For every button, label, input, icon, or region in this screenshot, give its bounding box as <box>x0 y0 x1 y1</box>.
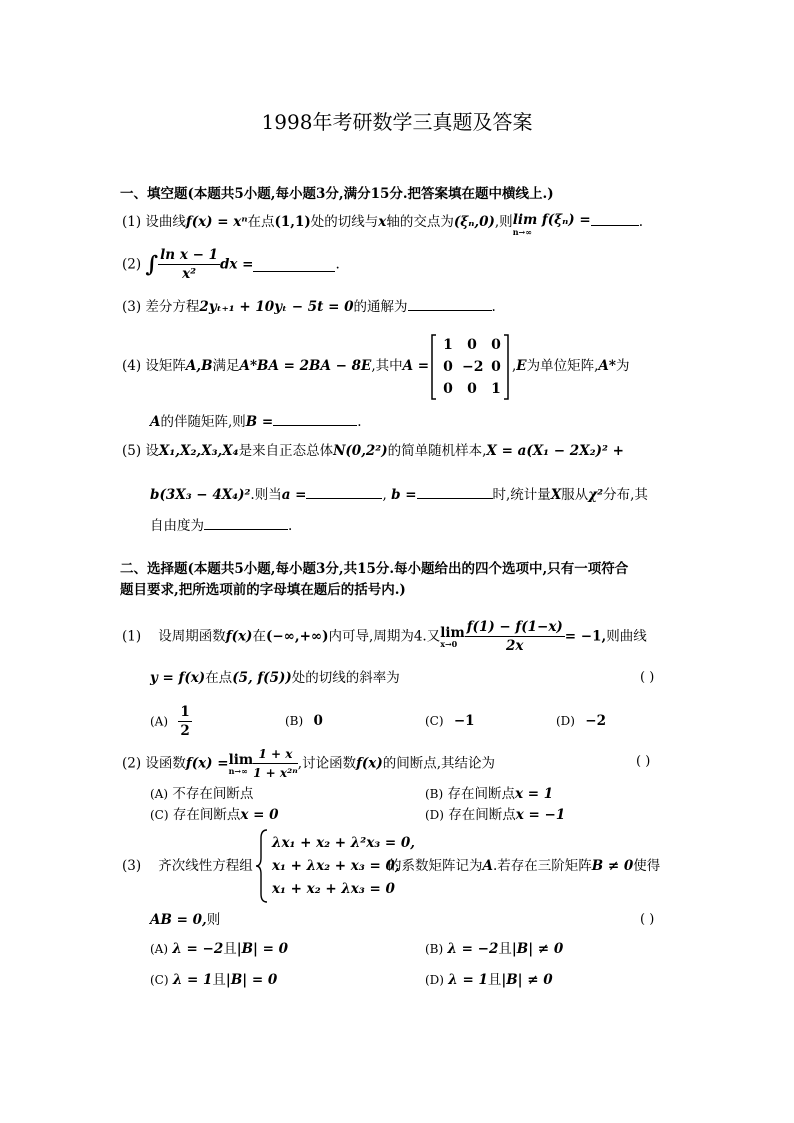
option-q1-a[interactable]: (A) $\frac{1}{2}$ <box>150 704 190 739</box>
fill-q2: (2) ∫ $\frac{\text{ln x − 1}}{\text{x²}}$ dx = . <box>122 247 340 282</box>
choice-q2: (2) 设函数f(x) = lim n→∞ $\frac{1 + x}{\text{1 + x²ⁿ}}$ ,讨论函数f(x)的间断点,其结论为 <box>122 747 496 780</box>
fill-q5-line2: b(3X₃ − 4X₄)².则当a = , b = 时,统计量X服从χ²分布,其 <box>150 484 648 504</box>
matrix-cell: 1 <box>443 337 453 353</box>
fill-q1: (1) 设曲线f(x) = xⁿ在点(1,1)处的切线与x轴的交点为(ξₙ,0),则lim f(ξₙ) = n→∞ . <box>122 212 643 237</box>
choice-q3-line2: AB = 0,则 <box>150 912 221 928</box>
option-q2-a[interactable]: (A) 不存在间断点 <box>150 786 254 802</box>
answer-paren-q2[interactable]: ( ) <box>636 754 651 769</box>
matrix-cell: 0 <box>491 359 501 375</box>
option-q2-b[interactable]: (B) 存在间断点x = 1 <box>425 786 554 802</box>
answer-paren-q1[interactable]: ( ) <box>640 670 655 685</box>
option-q1-c[interactable]: (C) −1 <box>425 713 475 729</box>
option-q3-d[interactable]: (D) λ = 1且|B| ≠ 0 <box>425 972 553 988</box>
matrix-cell: −2 <box>462 359 484 375</box>
section2-heading-1: 二、选择题(本题共5小题,每小题3分,共15分.每小题给出的四个选项中,只有一项符合 <box>120 561 629 577</box>
system-eq3: x₁ + x₂ + λx₃ = 0 <box>272 881 395 897</box>
option-q2-c[interactable]: (C) 存在间断点x = 0 <box>150 807 279 823</box>
choice-q1-line2: y = f(x)在点(5, f(5))处的切线的斜率为 <box>150 670 400 686</box>
system-brace <box>255 828 269 904</box>
option-q3-c[interactable]: (C) λ = 1且|B| = 0 <box>150 972 278 988</box>
fill-q5: (5) 设X₁,X₂,X₃,X₄是来自正态总体N(0,2²)的简单随机样本,X = a(X₁ − 2X₂)² + <box>122 443 624 459</box>
section1-heading: 一、填空题(本题共5小题,每小题3分,满分15分.把答案填在题中横线上.) <box>120 186 554 202</box>
option-q1-d[interactable]: (D) −2 <box>556 713 606 729</box>
section2-heading-2: 题目要求,把所选项前的字母填在题后的括号内.) <box>120 582 406 598</box>
matrix-cell: 0 <box>491 337 501 353</box>
fill-q4-tail: ,E为单位矩阵,A*为 <box>512 358 630 374</box>
option-q3-b[interactable]: (B) λ = −2且|B| ≠ 0 <box>425 941 564 957</box>
option-q3-a[interactable]: (A) λ = −2且|B| = 0 <box>150 941 289 957</box>
matrix-cell: 0 <box>443 381 453 397</box>
fill-q3: (3) 差分方程2yₜ₊₁ + 10yₜ − 5t = 0的通解为 . <box>122 296 496 316</box>
choice-q3-tail: 的系数矩阵记为A.若存在三阶矩阵B ≠ 0使得 <box>388 858 661 874</box>
choice-q1: (1) 设周期函数f(x)在(−∞,+∞)内可导,周期为4.又 lim x→0 $\frac{f(1) - f(1-x)}{2x}$ = −1,则曲线 <box>122 619 647 654</box>
answer-paren-q3[interactable]: ( ) <box>640 912 655 927</box>
matrix-cell: 1 <box>491 381 501 397</box>
choice-q3: (3) 齐次线性方程组 <box>122 858 253 874</box>
option-q1-b[interactable]: (B) 0 <box>285 713 323 729</box>
fill-q4-line2: A的伴随矩阵,则B = . <box>150 411 362 431</box>
system-eq2: x₁ + λx₂ + x₃ = 0, <box>272 858 400 874</box>
fill-q4: (4) 设矩阵A,B满足A*BA = 2BA − 8E,其中A = <box>122 358 430 374</box>
page-title: 1998年考研数学三真题及答案 <box>261 110 533 134</box>
option-q2-d[interactable]: (D) 存在间断点x = −1 <box>425 807 566 823</box>
matrix-cell: 0 <box>443 359 453 375</box>
matrix-cell: 0 <box>467 337 477 353</box>
matrix-cell: 0 <box>467 381 477 397</box>
fill-q5-line3: 自由度为 . <box>150 515 292 535</box>
system-eq1: λx₁ + x₂ + λ²x₃ = 0, <box>272 835 415 851</box>
matrix-a <box>430 333 510 401</box>
